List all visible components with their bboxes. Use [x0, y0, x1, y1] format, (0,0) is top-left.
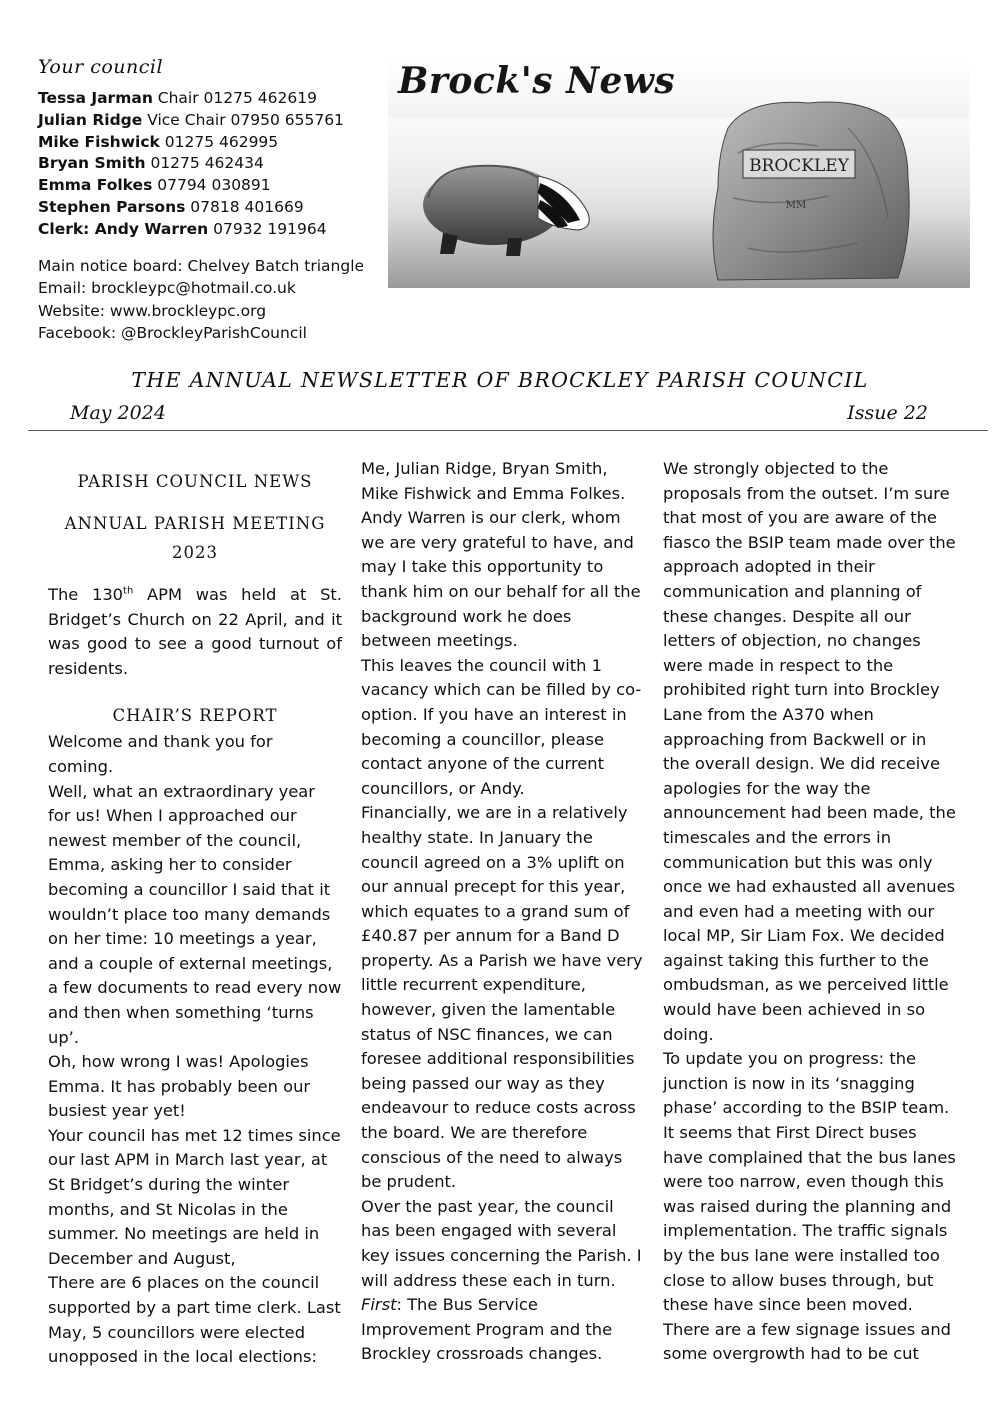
- issue-number: Issue 22: [847, 402, 928, 424]
- member-detail: Vice Chair 07950 655761: [142, 110, 344, 129]
- section-heading-apm-year: 2023: [172, 543, 218, 562]
- chair-paragraph: There are 6 places on the council supported by a part time clerk. Last May, 5 councillors were elected unopposed in the local elections:: [48, 1273, 341, 1367]
- chair-paragraph: Welcome and thank you for coming.: [48, 732, 273, 776]
- section-heading-apm: ANNUAL PARISH MEETING: [64, 514, 326, 533]
- column-2: [361, 457, 646, 1367]
- member-detail: 07818 401669: [185, 197, 304, 216]
- body-paragraph: Financially, we are in a relatively healthy state. In January the council agreed on a 3% uplift on our annual precept for this year, which equates to a grand sum of £40.87 per annum for a Band D property. As a Parish we have very little recurrent expenditure, however, given the lamentable status of NSC finances, we can foresee additional responsibilities being passed our way as they endeavour to reduce costs across the board. We are therefore conscious of the need to always be prudent.: [361, 803, 643, 1192]
- notice-board-line: Main notice board: Chelvey Batch triangle: [38, 256, 365, 275]
- council-heading: Your council: [38, 56, 164, 78]
- apm-text-rest: APM was held at St. Bridget’s Church on 22 April, and it was good to see a good turnout of residents.: [48, 585, 342, 678]
- apm-paragraph: [48, 583, 342, 681]
- council-member: [38, 219, 378, 241]
- chair-paragraph: Well, what an extraordinary year for us! When I approached our newest member of the council, Emma, asking her to consider becoming a councillor I said that it wouldn’t place too many demands on her time: 10 meetings a year, and a couple of external meetings, a few documents to read every now and then when something ‘turns up’.: [48, 781, 342, 1047]
- column-1: [48, 457, 342, 1370]
- member-name: Bryan Smith: [38, 154, 146, 173]
- council-member: [38, 110, 378, 132]
- newsletter-title: THE ANNUAL NEWSLETTER OF BROCKLEY PARISH COUNCIL: [131, 368, 869, 392]
- brockley-stone-icon: [713, 102, 909, 280]
- column-3: [663, 457, 958, 1367]
- member-name: Emma Folkes: [38, 176, 153, 195]
- council-member: [38, 197, 378, 219]
- apm-text-start: The 130: [48, 585, 124, 604]
- member-name: Tessa Jarman: [38, 89, 153, 107]
- first-label: First: [361, 1295, 397, 1315]
- email-line: Email: brockleypc@hotmail.co.uk: [38, 279, 296, 298]
- council-member-list: [38, 88, 378, 241]
- body-paragraph: Over the past year, the council has been engaged with several key issues concerning the Parish. I will address these each in turn.: [361, 1196, 642, 1290]
- member-name: Mike Fishwick: [38, 132, 160, 151]
- masthead: [388, 58, 970, 288]
- section-heading-chairs-report: CHAIR’S REPORT: [112, 706, 278, 726]
- header-divider: [28, 430, 988, 431]
- contact-list: [38, 255, 378, 345]
- bsip-intro: : The Bus Service Improvement Program and the Brockley crossroads changes.: [361, 1295, 613, 1364]
- member-detail: 07932 191964: [208, 219, 327, 238]
- facebook-line: Facebook: @BrockleyParishCouncil: [38, 324, 307, 343]
- body-paragraph: To update you on progress: the junction is now in its ‘snagging phase’ according to the BSIP team. It seems that First Direct buses have complained that the bus lanes were too narrow, even though this was raised during the planning and implementation. The traffic signals by the bus lane were installed too close to allow buses through, but these have since been moved. There are a few signage issues and some overgrowth had to be cut: [663, 1049, 956, 1364]
- council-member: [38, 153, 378, 175]
- chair-paragraph: Oh, how wrong I was! Apologies Emma. It has probably been our busiest year yet!: [48, 1052, 311, 1121]
- body-paragraph: We strongly objected to the proposals from the outset. I’m sure that most of you are aware of the fiasco the BSIP team made over the approach adopted in their communication and planning of these changes. Despite all our letters of objection, no changes were made in respect to the prohibited right turn into Brockley Lane from the A370 when approaching from Backwell or in the overall design. We did receive apologies for the way the announcement had been made, the timescales and the errors in communication but this was only once we had exhausted all avenues and even had a meeting with our local MP, Sir Liam Fox. We decided against taking this further to the ombudsman, as we perceived little would have been achieved in so doing.: [663, 459, 956, 1044]
- member-name: Clerk: Andy Warren: [38, 219, 209, 238]
- stone-lettering: BROCKLEY: [749, 156, 849, 176]
- member-name: Julian Ridge: [38, 110, 143, 129]
- chair-paragraph: Your council has met 12 times since our last APM in March last year, at St Bridget’s during the winter months, and St Nicolas in the summer. No meetings are held in December and August,: [48, 1125, 341, 1268]
- member-detail: 01275 462434: [145, 154, 264, 173]
- website-line: Website: www.brockleypc.org: [38, 301, 267, 320]
- member-detail: 07794 030891: [152, 176, 271, 195]
- member-detail: 01275 462995: [159, 132, 279, 151]
- masthead-title: Brock's News: [398, 60, 676, 102]
- council-member: [38, 132, 378, 154]
- apm-ordinal: th: [123, 585, 134, 597]
- issue-date: May 2024: [70, 402, 166, 424]
- section-heading-parish-news: PARISH COUNCIL NEWS: [77, 472, 313, 491]
- stone-mark: MM: [785, 200, 807, 211]
- council-member: [38, 88, 378, 110]
- member-detail: Chair 01275 462619: [152, 89, 317, 107]
- body-paragraph: Me, Julian Ridge, Bryan Smith, Mike Fishwick and Emma Folkes. Andy Warren is our clerk, whom we are very grateful to have, and may I take this opportunity to thank him on our behalf for all the background work he does between meetings.: [361, 459, 641, 651]
- member-name: Stephen Parsons: [38, 197, 186, 216]
- council-member: [38, 175, 378, 197]
- council-contacts: [38, 56, 378, 345]
- body-paragraph: This leaves the council with 1 vacancy which can be filled by co-option. If you have an interest in becoming a councillor, please contact anyone of the current councillors, or Andy.: [361, 655, 642, 798]
- body-paragraph: [361, 1293, 646, 1367]
